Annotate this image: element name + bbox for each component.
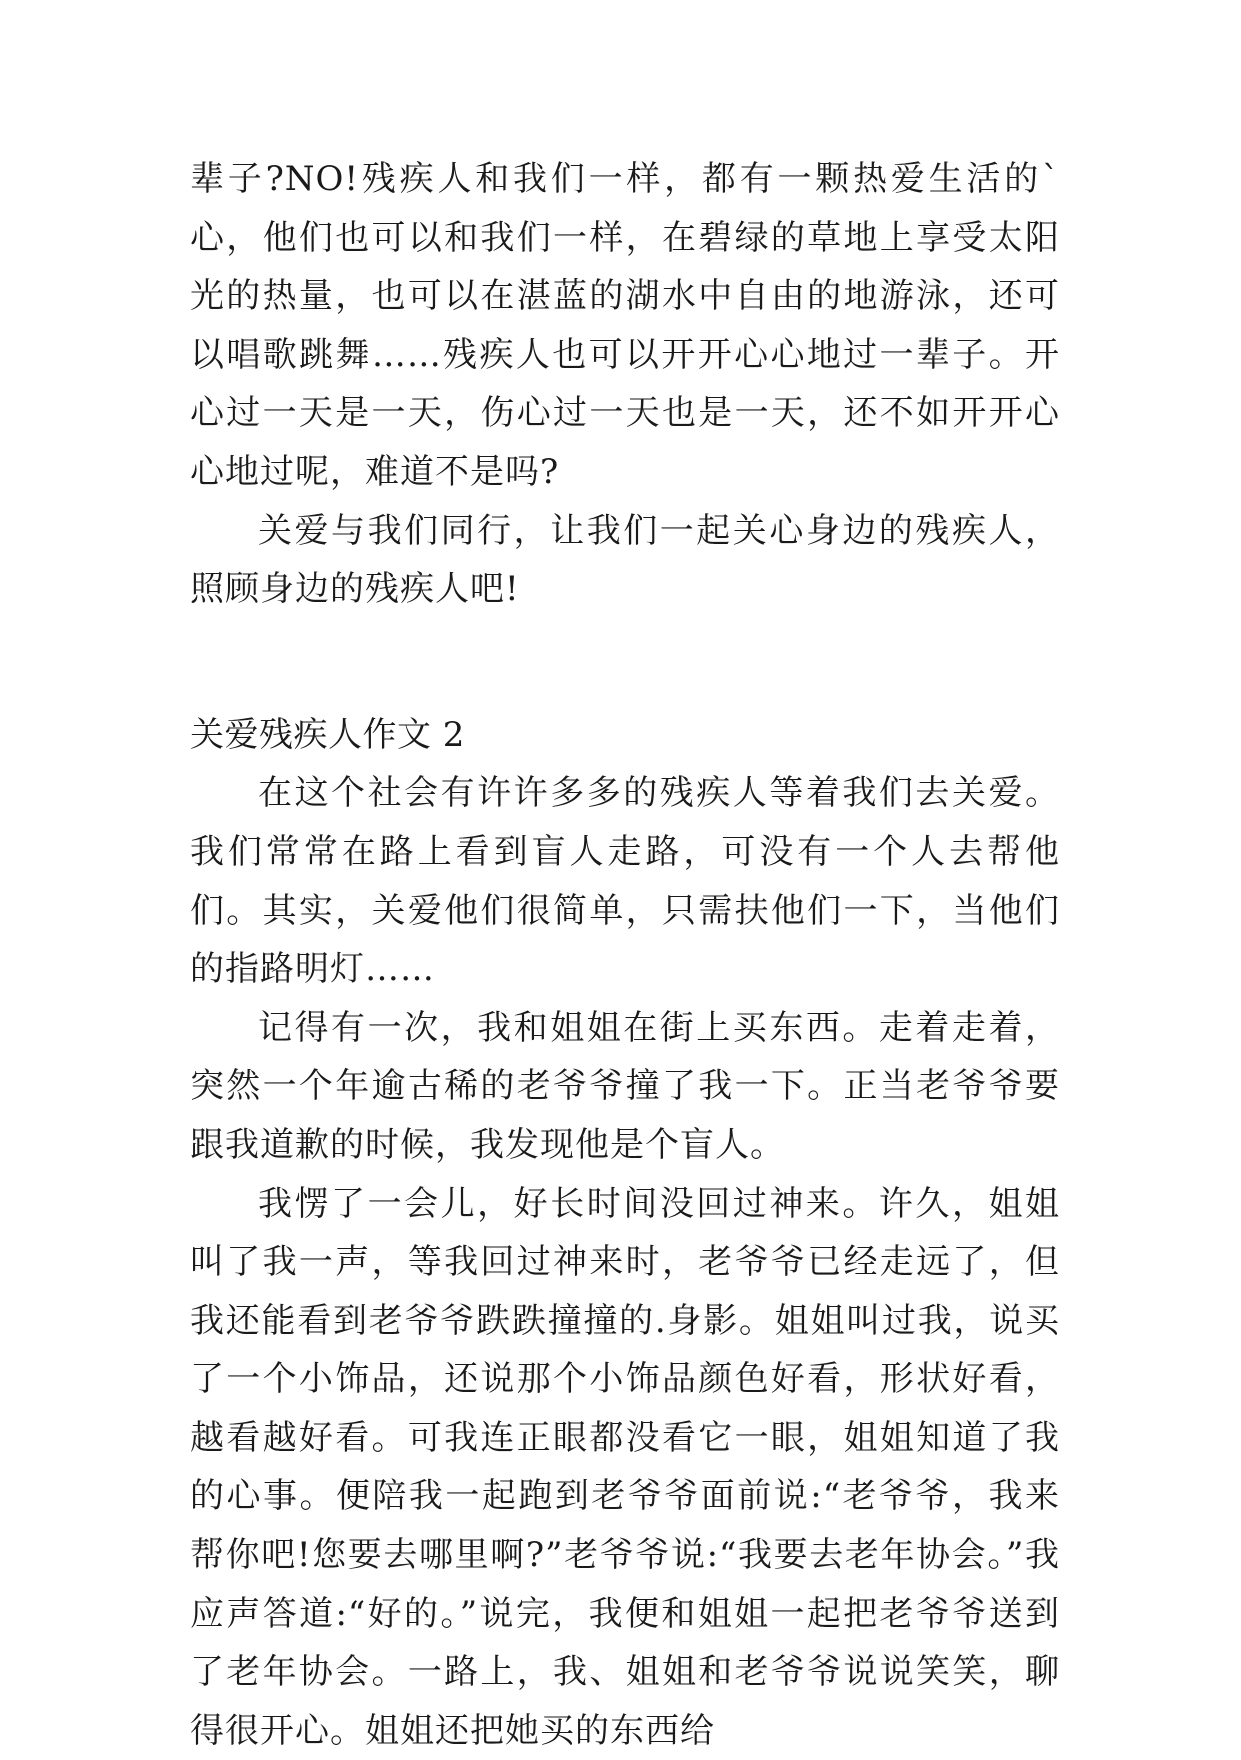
paragraph-intro: 在这个社会有许许多多的残疾人等着我们去关爱。我们常常在路上看到盲人走路，可没有一个人去帮他们。其实，关爱他们很简单，只需扶他们一下，当他们的指路明灯…… <box>190 764 1060 998</box>
paragraph-closing: 关爱与我们同行，让我们一起关心身边的残疾人，照顾身边的残疾人吧! <box>190 502 1060 619</box>
section-title: 关爱残疾人作文 2 <box>190 706 1060 765</box>
paragraph-story: 我愣了一会儿，好长时间没回过神来。许久，姐姐叫了我一声，等我回过神来时，老爷爷已经走远了，但我还能看到老爷爷跌跌撞撞的.身影。姐姐叫过我，说买了一个小饰品，还说那个小饰品颜色好看，形状好看，越看越好看。可我连正眼都没看它一眼，姐姐知道了我的心事。便陪我一起跑到老爷爷面前说:“老爷爷，我来帮你吧!您要去哪里啊?”老爷爷说:“我要去老年协会。”我应声答道:“好的。”说完，我便和姐姐一起把老爷爷送到了老年协会。一路上，我、姐姐和老爷爷说说笑笑，聊得很开心。姐姐还把她买的东西给 <box>190 1175 1060 1760</box>
paragraph-memory: 记得有一次，我和姐姐在街上买东西。走着走着，突然一个年逾古稀的老爷爷撞了我一下。正当老爷爷要跟我道歉的时候，我发现他是个盲人。 <box>190 999 1060 1175</box>
document-body <box>190 150 1060 1760</box>
paragraph-continuation: 辈子?NO!残疾人和我们一样，都有一颗热爱生活的`心，他们也可以和我们一样，在碧绿的草地上享受太阳光的热量，也可以在湛蓝的湖水中自由的地游泳，还可以唱歌跳舞……残疾人也可以开开心心地过一辈子。开心过一天是一天，伤心过一天也是一天，还不如开开心心地过呢，难道不是吗? <box>190 150 1060 502</box>
